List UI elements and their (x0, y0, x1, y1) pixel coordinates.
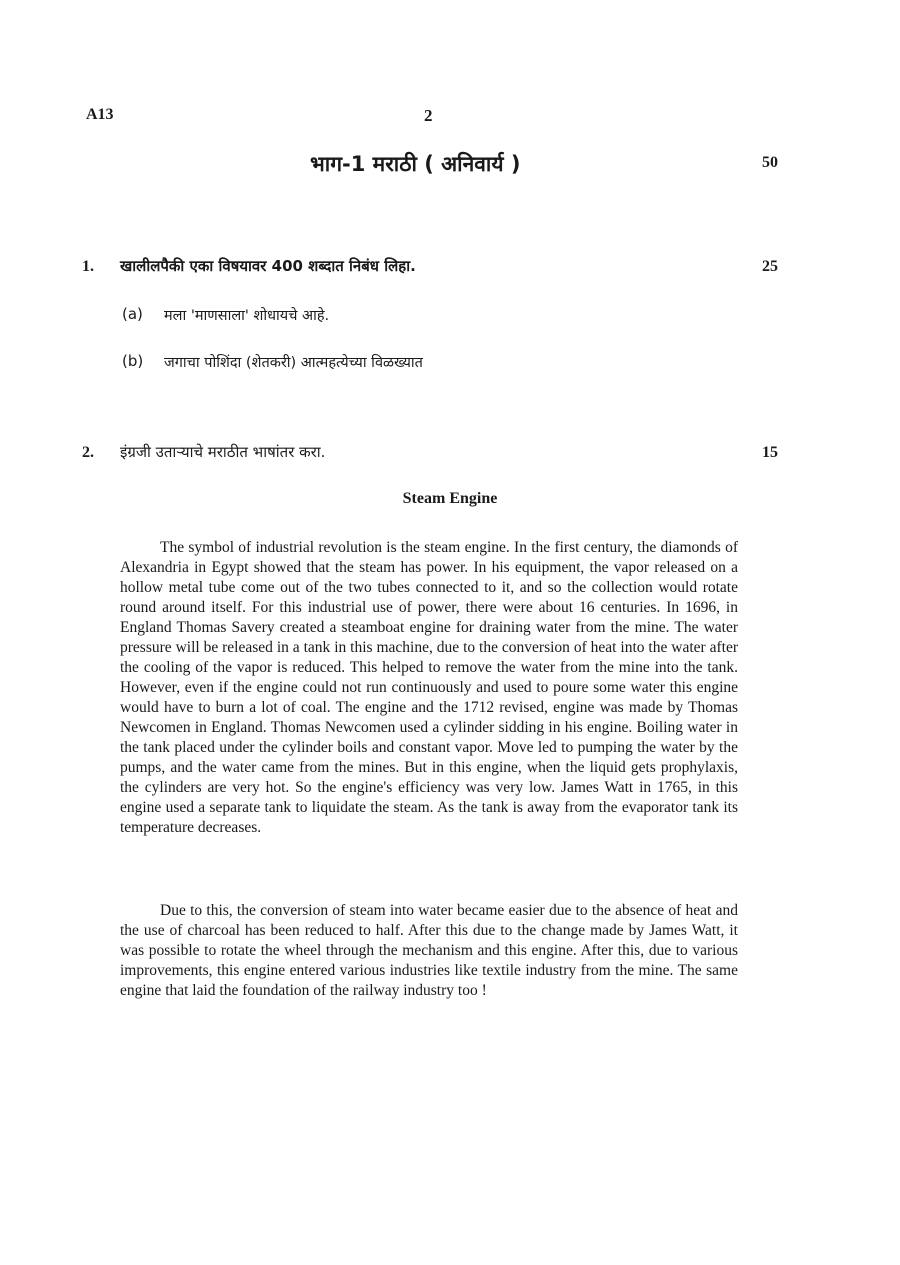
page-number: 2 (424, 106, 433, 125)
section-title: भाग-1 मराठी ( अनिवार्य ) (310, 152, 521, 176)
option-a-label: (a) (122, 305, 143, 323)
option-b-text: जगाचा पोशिंदा (शेतकरी) आत्महत्येच्या विळख्यात (164, 355, 423, 371)
passage-paragraph-1: The symbol of industrial revolution is the steam engine. In the first century, the diamonds of Alexandria in Egypt showed that the steam has power. In his equipment, the vapor released on a hollow metal tube come out of the two tubes connected to it, and so the collection would rotate round around itself. For this industrial use of power, there were about 16 centuries. In 1696, in England Thomas Savery created a steamboat engine for draining water from the mine. The water pressure will be released in a tank in this machine, due to the conversion of heat into the water after the cooling of the vapor is reduced. This helped to remove the water from the mine into the tank. However, even if the engine could not run continuously and used to poure some water this engine would have to burn a lot of coal. The engine and the 1712 revised, engine was made by Thomas Newcomen in England. Thomas Newcomen used a cylinder sidding in his engine. Boiling water in the tank placed under the cylinder boils and constant vapor. Move led to pumping the water by the pumps, and the water came from the mines. But in this engine, when the liquid gets prophylaxis, the cylinders are very hot. So the engine's efficiency was very low. James Watt in 1765, in this engine used a separate tank to liquidate the steam. As the tank is away from the evaporator tank its temperature decreases. (120, 539, 738, 836)
option-b-label: (b) (122, 352, 144, 370)
question-1-number: 1. (82, 258, 94, 275)
question-2-text: इंग्रजी उताऱ्याचे मराठीत भाषांतर करा. (120, 443, 326, 461)
section-marks: 50 (762, 154, 778, 171)
question-1-text: खालीलपैकी एका विषयावर 400 शब्दात निबंध लिहा. (120, 257, 416, 275)
passage-title: Steam Engine (402, 490, 498, 507)
paper-code: A13 (86, 106, 114, 123)
question-2-marks: 15 (762, 444, 778, 461)
option-a-text: मला 'माणसाला' शोधायचे आहे. (164, 308, 330, 324)
question-2-number: 2. (82, 444, 94, 461)
question-1-marks: 25 (762, 258, 778, 275)
passage-paragraph-2: Due to this, the conversion of steam into water became easier due to the absence of heat and the use of charcoal has been reduced to half. After this due to the change made by James Watt, it was possible to rotate the wheel through the mechanism and this engine. After this, due to various improvements, this engine entered various industries like textile industry from the mine. The same engine that laid the foundation of the railway industry too ! (120, 902, 738, 999)
